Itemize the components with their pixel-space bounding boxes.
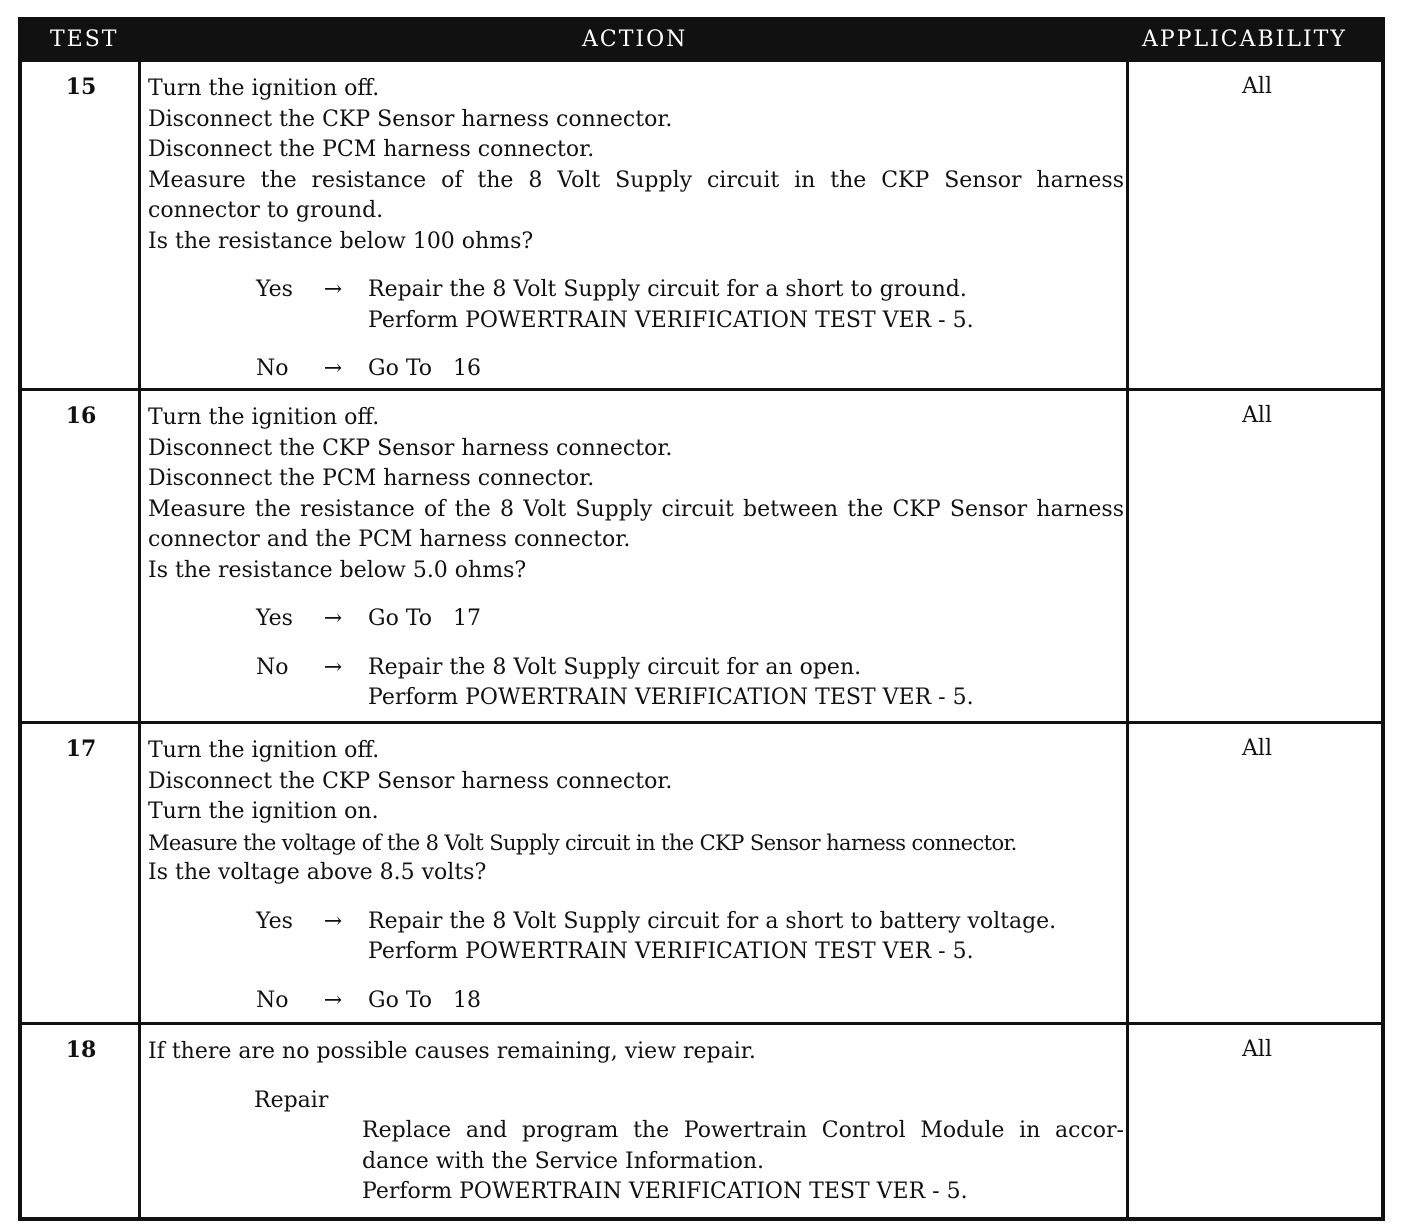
table-row xyxy=(22,391,1381,721)
repair-text xyxy=(362,1116,1124,1208)
response-text: Go To 16 xyxy=(368,356,481,381)
response-yes xyxy=(148,275,1124,336)
diagnostic-test-table xyxy=(18,17,1385,1221)
action-line: Measure the resistance of the 8 Volt Supply circuit between the CKP Sensor harness xyxy=(148,496,1124,522)
applicability-cell: All xyxy=(1242,736,1272,761)
arrow-icon: → xyxy=(323,654,343,680)
table-row xyxy=(22,62,1381,388)
action-line: Disconnect the CKP Sensor harness connector. xyxy=(148,768,673,794)
test-number: 18 xyxy=(65,1037,97,1063)
action-line: Disconnect the CKP Sensor harness connector. xyxy=(148,106,673,132)
arrow-icon: → xyxy=(323,277,343,302)
action-line: Disconnect the PCM harness connector. xyxy=(148,137,595,162)
response-label: Yes xyxy=(256,277,293,302)
action-cell xyxy=(148,736,1124,1016)
header-applicability: APPLICABILITY xyxy=(1142,27,1347,52)
response-label: No xyxy=(256,356,289,381)
action-line: Turn the ignition off. xyxy=(148,76,380,101)
test-number: 17 xyxy=(65,736,97,762)
action-line: Is the resistance below 5.0 ohms? xyxy=(148,557,527,583)
table-row xyxy=(22,1025,1381,1221)
table-header xyxy=(22,21,1381,62)
action-line: Measure the resistance of the 8 Volt Supply circuit in the CKP Sensor harness xyxy=(148,167,1124,193)
action-line: Turn the ignition off. xyxy=(148,738,380,763)
response-text: Repair the 8 Volt Supply circuit for an open. xyxy=(368,654,862,680)
response-label: No xyxy=(256,654,289,680)
response-label: No xyxy=(256,987,289,1013)
response-no xyxy=(148,653,1124,714)
repair-line: Replace and program the Powertrain Control Module in accor- xyxy=(362,1118,1124,1143)
applicability-cell: All xyxy=(1242,74,1272,99)
action-line: Turn the ignition on. xyxy=(148,799,379,824)
response-text: Go To 17 xyxy=(368,606,481,631)
response-yes xyxy=(148,604,1124,635)
action-line: Is the voltage above 8.5 volts? xyxy=(148,860,487,885)
header-action: ACTION xyxy=(582,27,688,52)
response-yes xyxy=(148,907,1124,968)
response-text: Go To 18 xyxy=(368,987,481,1013)
test-number: 16 xyxy=(65,403,97,429)
repair-line: Perform POWERTRAIN VERIFICATION TEST VER - 5. xyxy=(362,1179,968,1204)
action-line: connector to ground. xyxy=(148,198,384,223)
table-row xyxy=(22,724,1381,1022)
arrow-icon: → xyxy=(323,606,343,631)
response-label: Yes xyxy=(256,908,293,934)
response-label: Yes xyxy=(256,606,293,631)
applicability-cell: All xyxy=(1242,403,1272,428)
response-text: Perform POWERTRAIN VERIFICATION TEST VER - 5. xyxy=(368,307,974,333)
arrow-icon: → xyxy=(323,987,343,1013)
action-line: Is the resistance below 100 ohms? xyxy=(148,228,534,254)
arrow-icon: → xyxy=(323,356,343,381)
arrow-icon: → xyxy=(323,908,343,934)
action-cell xyxy=(148,74,1124,385)
response-text: Repair the 8 Volt Supply circuit for a short to ground. xyxy=(368,277,967,302)
test-number: 15 xyxy=(65,74,97,100)
repair-label: Repair xyxy=(254,1087,329,1113)
response-text: Perform POWERTRAIN VERIFICATION TEST VER - 5. xyxy=(368,939,974,964)
action-cell xyxy=(148,1037,1124,1208)
action-line: Disconnect the PCM harness connector. xyxy=(148,466,595,491)
action-line: Measure the voltage of the 8 Volt Supply circuit in the CKP Sensor harness connector. xyxy=(148,830,1017,855)
action-line: Turn the ignition off. xyxy=(148,405,380,430)
response-no xyxy=(148,986,1124,1017)
response-text: Repair the 8 Volt Supply circuit for a short to battery voltage. xyxy=(368,908,1057,934)
repair-line: dance with the Service Information. xyxy=(362,1148,765,1174)
header-test: TEST xyxy=(50,27,119,52)
applicability-cell: All xyxy=(1242,1037,1272,1062)
response-no xyxy=(148,354,1124,385)
action-cell xyxy=(148,403,1124,714)
action-line: connector and the PCM harness connector. xyxy=(148,527,631,552)
action-line: Disconnect the CKP Sensor harness connector. xyxy=(148,435,673,461)
response-text: Perform POWERTRAIN VERIFICATION TEST VER - 5. xyxy=(368,685,974,710)
action-line: If there are no possible causes remaining, view repair. xyxy=(148,1039,756,1064)
